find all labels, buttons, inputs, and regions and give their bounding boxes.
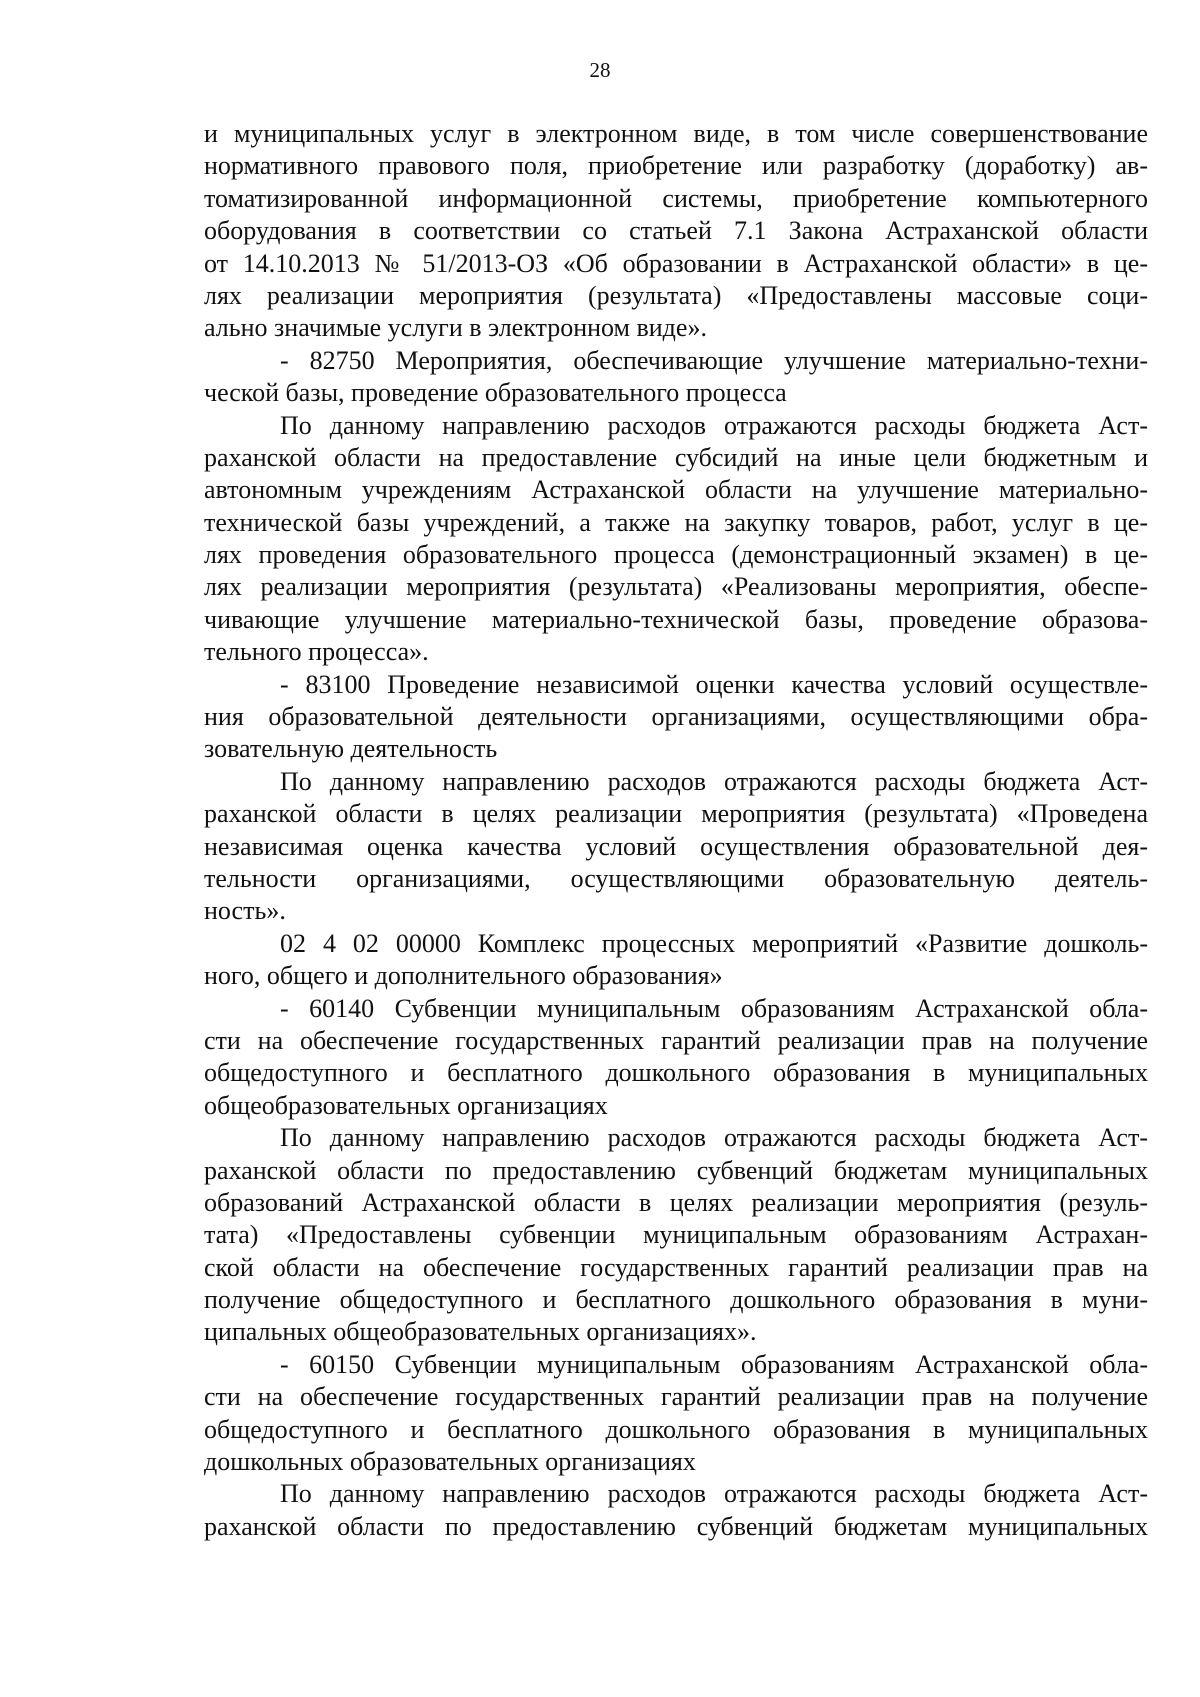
text-line: от 14.10.2013 № 51/2013-ОЗ «Об образовании в Астраханской области» в це- xyxy=(204,248,1148,278)
text-line: 02 4 02 00000 Комплекс процессных мероприятий «Развитие дошколь- xyxy=(280,928,1148,958)
text-line: тата) «Предоставлены субвенции муниципальным образованиям Астрахан- xyxy=(204,1220,1148,1250)
paragraph xyxy=(204,928,1148,993)
text-line: ного, общего и дополнительного образования» xyxy=(204,961,723,991)
text-line: раханской области по предоставлению субвенций бюджетам муниципальных xyxy=(204,1511,1148,1541)
text-line: раханской области по предоставлению субвенций бюджетам муниципальных xyxy=(204,1155,1148,1185)
text-line: общедоступного и бесплатного дошкольного образования в муниципальных xyxy=(204,1414,1148,1444)
text-line: дошкольных образовательных организациях xyxy=(204,1447,696,1477)
paragraph xyxy=(204,669,1148,766)
text-line: сти на обеспечение государственных гарантий реализации прав на получение xyxy=(204,1025,1148,1055)
text-line: ципальных общеобразовательных организациях». xyxy=(204,1317,757,1347)
text-line: тельности организациями, осуществляющими образовательную деятель- xyxy=(204,863,1148,893)
text-line: оборудования в соответствии со статьей 7.1 Закона Астраханской области xyxy=(204,216,1148,246)
page-number: 28 xyxy=(589,58,611,82)
text-line: лях реализации мероприятия (результата) «Предоставлены массовые соци- xyxy=(204,280,1148,310)
text-line: лях проведения образовательного процесса (демонстрационный экзамен) в це- xyxy=(204,540,1148,570)
text-line: общеобразовательных организациях xyxy=(204,1090,608,1120)
text-line: получение общедоступного и бесплатного дошкольного образования в муни- xyxy=(204,1285,1148,1315)
text-line: - 83100 Проведение независимой оценки качества условий осуществле- xyxy=(280,669,1148,699)
text-line: томатизированной информационной системы, приобретение компьютерного xyxy=(204,183,1148,213)
text-line: лях реализации мероприятия (результата) «Реализованы мероприятия, обеспе- xyxy=(204,572,1148,602)
text-line: технической базы учреждений, а также на закупку товаров, работ, услуг в це- xyxy=(204,507,1148,537)
text-line: По данному направлению расходов отражаются расходы бюджета Аст- xyxy=(280,1123,1148,1153)
text-line: ской области на обеспечение государственных гарантий реализации прав на xyxy=(204,1252,1148,1282)
text-line: раханской области в целях реализации мероприятия (результата) «Проведена xyxy=(204,799,1148,829)
text-line: ческой базы, проведение образовательного процесса xyxy=(204,378,787,408)
text-line: автономным учреждениям Астраханской области на улучшение материально- xyxy=(204,475,1148,505)
text-line: По данному направлению расходов отражаются расходы бюджета Аст- xyxy=(280,410,1148,440)
text-line: зовательную деятельность xyxy=(204,734,498,764)
text-line: и муниципальных услуг в электронном виде, в том числе совершенствование xyxy=(204,119,1148,148)
paragraph xyxy=(204,1349,1148,1479)
text-line: - 82750 Мероприятия, обеспечивающие улучшение материально-техни- xyxy=(280,345,1148,375)
paragraph xyxy=(204,1122,1148,1349)
text-line: ния образовательной деятельности организациями, осуществляющими обра- xyxy=(204,702,1148,732)
text-line: По данному направлению расходов отражаются расходы бюджета Аст- xyxy=(280,1479,1148,1509)
text-line: независимая оценка качества условий осуществления образовательной дея- xyxy=(204,831,1148,861)
text-line: ность». xyxy=(204,896,286,926)
paragraph xyxy=(204,345,1148,410)
text-line: общедоступного и бесплатного дошкольного образования в муниципальных xyxy=(204,1058,1148,1088)
document-body xyxy=(204,118,1148,1543)
paragraph xyxy=(204,118,1148,345)
paragraph xyxy=(204,1478,1148,1543)
text-line: - 60150 Субвенции муниципальным образованиям Астраханской обла- xyxy=(280,1349,1148,1379)
text-line: - 60140 Субвенции муниципальным образованиям Астраханской обла- xyxy=(280,993,1148,1023)
paragraph xyxy=(204,766,1148,928)
text-line: сти на обеспечение государственных гарантий реализации прав на получение xyxy=(204,1382,1148,1412)
text-line: По данному направлению расходов отражаются расходы бюджета Аст- xyxy=(280,766,1148,796)
text-line: нормативного правового поля, приобретение или разработку (доработку) ав- xyxy=(204,151,1148,181)
text-line: ально значимые услуги в электронном виде». xyxy=(204,313,707,343)
paragraph xyxy=(204,993,1148,1123)
text-line: тельного процесса». xyxy=(204,637,429,667)
paragraph xyxy=(204,410,1148,669)
text-line: образований Астраханской области в целях реализации мероприятия (резуль- xyxy=(204,1187,1148,1217)
text-line: чивающие улучшение материально-технической базы, проведение образова- xyxy=(204,604,1148,634)
text-line: раханской области на предоставление субсидий на иные цели бюджетным и xyxy=(204,442,1148,472)
